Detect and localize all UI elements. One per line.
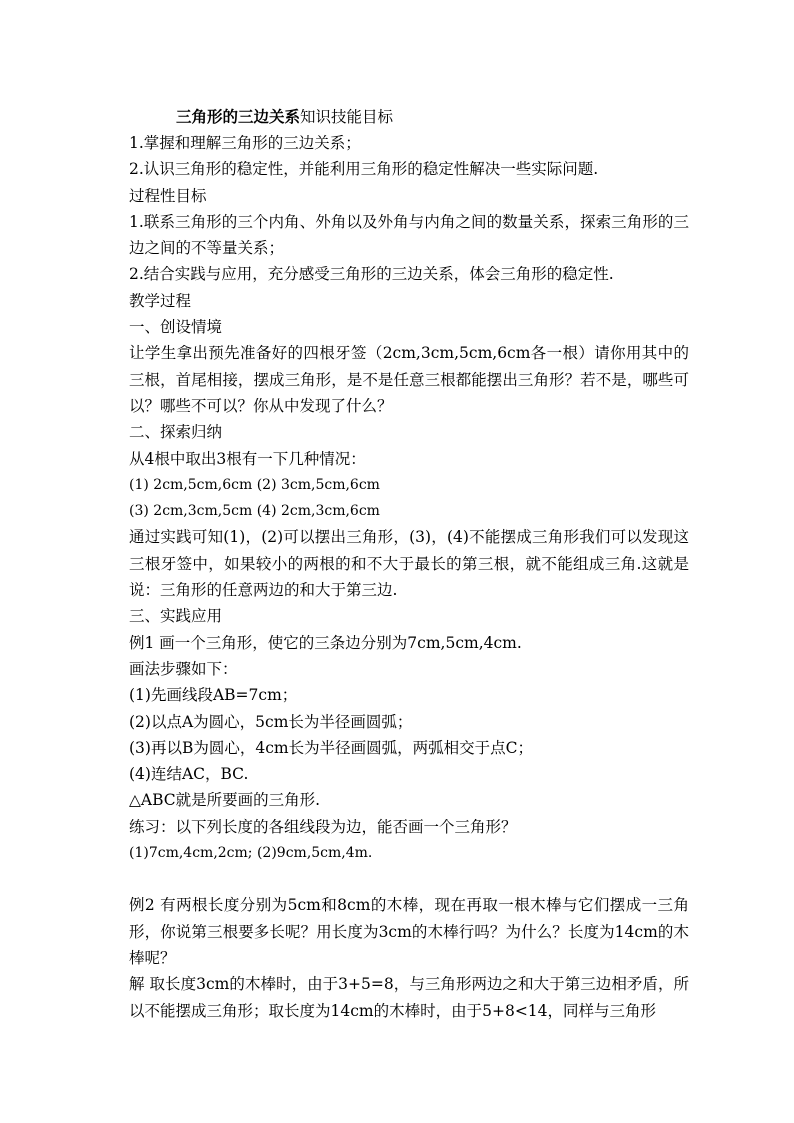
section-heading: 三、实践应用: [129, 607, 223, 626]
paragraph: 1.联系三角形的三个内角、外角以及外角与内角之间的数量关系，探索三角形的三边之间的不等量关系；: [129, 212, 689, 258]
exercise-prompt: 练习：以下列长度的各组线段为边，能否画一个三角形？: [129, 817, 517, 836]
section-heading: 二、探索归纳: [129, 423, 223, 442]
title-bold-text: 三角形的三边关系: [176, 107, 301, 126]
paragraph: 通过实践可知(1)，(2)可以摆出三角形，(3)，(4)不能摆成三角形我们可以发现这三根牙签中，如果较小的两根的和不大于最长的第三根，就不能组成三角.这就是说：三角形的任意两边的和大于第三边.: [129, 528, 689, 600]
document-body: [129, 104, 689, 1024]
section-heading: 过程性目标: [129, 186, 207, 205]
blank-line: [129, 866, 689, 892]
case-list-line: (3) 2cm,3cm,5cm (4) 2cm,3cm,6cm: [129, 503, 380, 520]
document-title: [176, 104, 689, 130]
example-heading: 例1 画一个三角形，使它的三条边分别为7cm,5cm,4cm.: [129, 633, 522, 652]
paragraph: 2.认识三角形的稳定性，并能利用三角形的稳定性解决一些实际问题.: [129, 160, 599, 179]
section-heading: 教学过程: [129, 291, 192, 310]
paragraph: 画法步骤如下：: [129, 659, 238, 678]
case-list-line: (1) 2cm,5cm,6cm (2) 3cm,5cm,6cm: [129, 476, 380, 493]
paragraph: 让学生拿出预先准备好的四根牙签（2cm,3cm,5cm,6cm各一根）请你用其中的三根，首尾相接，摆成三角形，是不是任意三根都能摆出三角形？若不是，哪些可以？哪些不可以？你从中发现了什么？: [129, 344, 689, 415]
step-item: (2)以点A为圆心，5cm长为半径画圆弧；: [129, 712, 413, 731]
paragraph: 解 取长度3cm的木棒时，由于3+5=8，与三角形两边之和大于第三边相矛盾，所以不能摆成三角形；取长度为14cm的木棒时，由于5+8<14，同样与三角形: [129, 975, 689, 1020]
section-heading: 一、创设情境: [129, 318, 223, 337]
title-rest-text: 知识技能目标: [300, 108, 394, 126]
paragraph: 2.结合实践与应用，充分感受三角形的三边关系，体会三角形的稳定性.: [129, 265, 614, 284]
example-heading: 例2 有两根长度分别为5cm和8cm的木棒，现在再取一根木棒与它们摆成一三角形，你说第三根要多长呢？用长度为3cm的木棒行吗？为什么？长度为14cm的木棒呢？: [129, 896, 689, 967]
paragraph: 从4根中取出3根有一下几种情况：: [129, 449, 366, 468]
step-item: (1)先画线段AB=7cm；: [129, 686, 298, 705]
paragraph: 1.掌握和理解三角形的三边关系；: [129, 134, 361, 152]
step-item: (3)再以B为圆心，4cm长为半径画圆弧，两弧相交于点C；: [129, 738, 533, 757]
step-item: (4)连结AC，BC.: [129, 765, 249, 784]
paragraph: △ABC就是所要画的三角形.: [129, 791, 321, 810]
exercise-items: (1)7cm,4cm,2cm; (2)9cm,5cm,4m.: [129, 845, 373, 862]
